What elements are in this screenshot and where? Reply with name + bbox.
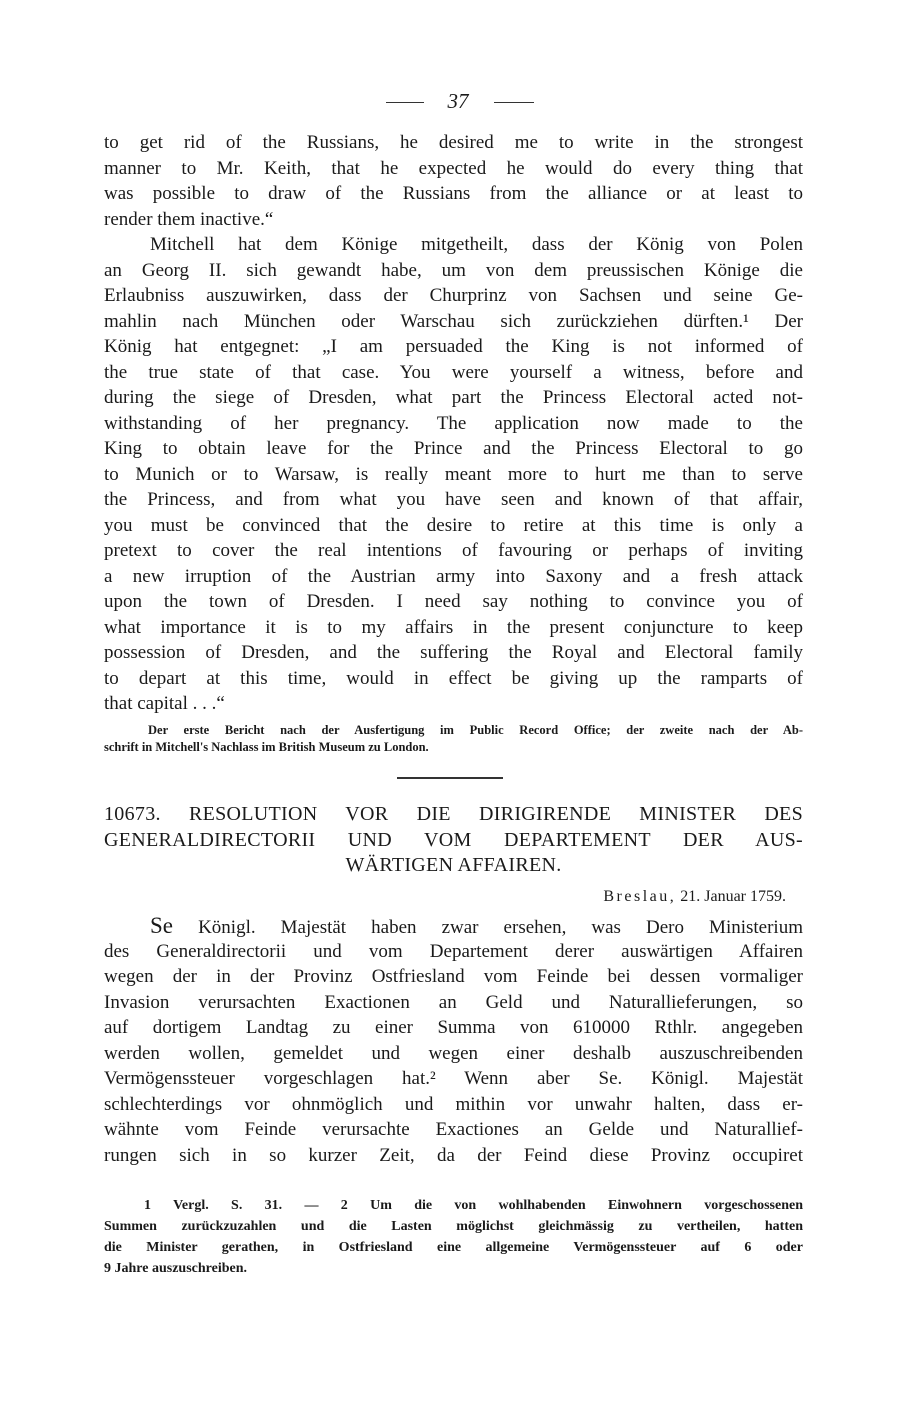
heading-line: WÄRTIGEN AFFAIREN.: [345, 854, 562, 876]
text-line: was possible to draw of the Russians from the alliance or at least to: [104, 183, 803, 204]
text-line: wähnte vom Feinde verursachte Exactiones an Gelde und Naturallief-: [104, 1119, 803, 1140]
text-line: mahlin nach München oder Warschau sich zurückziehen dürften.¹ Der: [104, 310, 803, 332]
dateline-place: Breslau,: [603, 888, 677, 905]
text-line: to depart at this time, would in effect be giving up the ramparts of: [104, 667, 803, 689]
text-line: withstanding of her pregnancy. The application now made to the: [104, 412, 803, 434]
text-line: schlechterdings vor ohnmöglich und mithin vor unwahr halten, dass er-: [104, 1093, 803, 1115]
text-line: manner to Mr. Keith, that he expected he would do every thing that: [104, 157, 803, 179]
dateline-date: 21. Januar 1759.: [680, 888, 786, 905]
footnote-line: die Minister gerathen, in Ostfriesland eine allgemeine Vermögenssteuer auf 6 oder: [104, 1240, 803, 1255]
header-rule-right: [494, 102, 534, 103]
source-note-line: schrift in Mitchell's Nachlass im British Museum zu London.: [104, 740, 429, 754]
text-line: a new irruption of the Austrian army into Saxony and a fresh attack: [104, 565, 803, 587]
footnote-line: 1 Vergl. S. 31. — 2 Um die von wohlhabenden Einwohnern vorgeschossenen: [144, 1198, 803, 1213]
text-line: pretext to cover the real intentions of favouring or perhaps of inviting: [104, 540, 803, 561]
text-line: wegen der in der Provinz Ostfriesland vom Feinde bei dessen vormaliger: [104, 966, 803, 987]
text-line: an Georg II. sich gewandt habe, um von dem preussischen Könige die: [104, 259, 803, 281]
text-line: render them inactive.“: [104, 208, 274, 230]
dateline: [603, 884, 786, 910]
heading-line: GENERALDIRECTORII UND VOM DEPARTEMENT DER AUS-: [104, 828, 803, 851]
text-line: [104, 913, 803, 939]
footnotes: [104, 1195, 803, 1279]
text-line-rest: Königl. Majestät haben zwar ersehen, was Dero Ministerium: [173, 917, 803, 938]
text-line: during the siege of Dresden, what part the Princess Electoral acted not-: [104, 387, 803, 408]
document-heading: [104, 802, 803, 879]
header-rule-left: [386, 102, 424, 103]
heading-line: 10673. RESOLUTION VOR DIE DIRIGIRENDE MINISTER DES: [104, 803, 803, 825]
text-line: that capital . . .“: [104, 693, 225, 714]
text-line: the true state of that case. You were yourself a witness, before and: [104, 361, 803, 383]
text-line: upon the town of Dresden. I need say nothing to convince you of: [104, 591, 803, 612]
text-line: Erlaubniss auszuwirken, dass der Churprinz von Sachsen und seine Ge-: [104, 285, 803, 306]
source-note-line: Der erste Bericht nach der Ausfertigung im Public Record Office; der zweite nach der Ab-: [148, 723, 803, 737]
text-line: des Generaldirectorii und vom Departement derer auswärtigen Affairen: [104, 940, 803, 962]
text-line: König hat entgegnet: „I am persuaded the King is not informed of: [104, 336, 803, 357]
text-line: to get rid of the Russians, he desired me to write in the strongest: [104, 132, 803, 153]
source-note: [104, 722, 803, 756]
text-line: what importance it is to my affairs in the present conjuncture to keep: [104, 616, 803, 638]
section-divider: [397, 777, 503, 779]
text-line: Vermögenssteuer vorgeschlagen hat.² Wenn aber Se. Königl. Majestät: [104, 1068, 803, 1089]
resolution-text: [104, 913, 803, 1168]
text-line: werden wollen, gemeldet und wegen einer deshalb auszuschreibenden: [104, 1042, 803, 1064]
page-number: 37: [447, 89, 469, 113]
footnote-line: 9 Jahre auszuschreiben.: [104, 1261, 247, 1276]
text-line: the Princess, and from what you have seen and known of that affair,: [104, 489, 803, 510]
text-line: to Munich or to Warsaw, is really meant more to hurt me than to serve: [104, 463, 803, 485]
text-line: Invasion verursachten Exactionen an Geld und Naturallieferungen, so: [104, 991, 803, 1013]
letter-continuation: [104, 130, 803, 232]
text-line: Mitchell hat dem Könige mitgetheilt, dass der König von Polen: [150, 234, 803, 255]
text-line: possession of Dresden, and the suffering the Royal and Electoral family: [104, 642, 803, 663]
text-line: you must be convinced that the desire to retire at this time is only a: [104, 514, 803, 536]
text-line: rungen sich in so kurzer Zeit, da der Feind diese Provinz occupiret: [104, 1144, 803, 1166]
paragraph-mitchell: [104, 232, 803, 717]
initial-word: Se: [150, 913, 173, 938]
page-header: [0, 86, 900, 118]
text-line: King to obtain leave for the Prince and the Princess Electoral to go: [104, 438, 803, 459]
footnote-line: Summen zurückzuzahlen und die Lasten möglichst gleichmässig zu vertheilen, hatten: [104, 1219, 803, 1234]
text-line: auf dortigem Landtag zu einer Summa von 610000 Rthlr. angegeben: [104, 1017, 803, 1038]
